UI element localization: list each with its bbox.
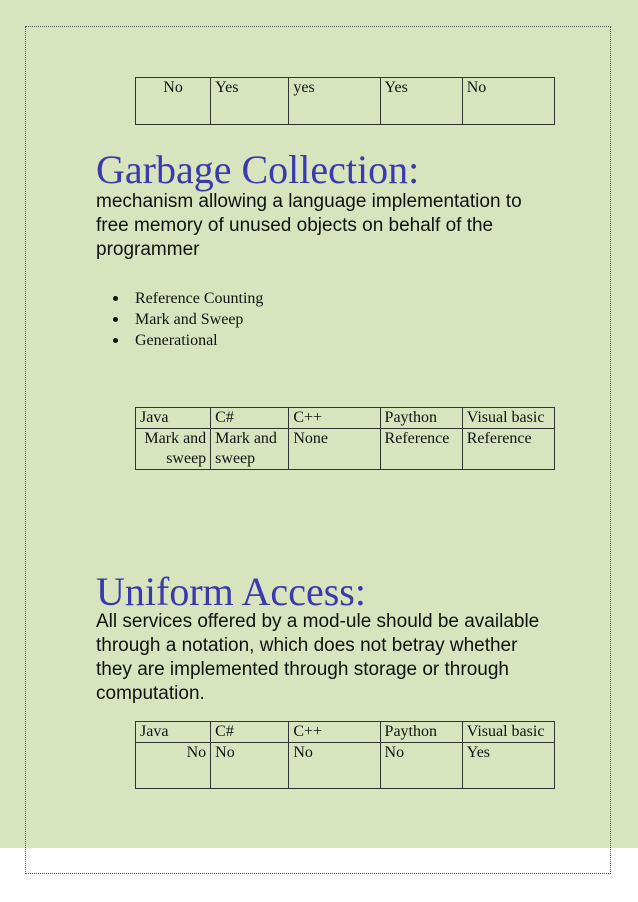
uniform-access-table xyxy=(135,721,555,789)
table-row xyxy=(136,743,555,789)
table-header-cell: Java xyxy=(136,722,211,743)
table-row xyxy=(136,78,555,125)
table-header-cell: C++ xyxy=(289,408,380,429)
table-cell: Reference xyxy=(380,429,462,470)
table-cell: Mark and sweep xyxy=(136,429,211,470)
garbage-collection-description: mechanism allowing a language implementation to free memory of unused objects on behalf of the programmer xyxy=(96,191,522,260)
table-cell: No xyxy=(211,743,289,789)
table-header-cell: Paython xyxy=(380,408,462,429)
table-row xyxy=(136,429,555,470)
table-header-cell: Visual basic xyxy=(462,408,554,429)
table-header-cell: C# xyxy=(211,722,289,743)
table-header-row xyxy=(136,408,555,429)
table-header-cell: C++ xyxy=(289,722,380,743)
table-header-cell: C# xyxy=(211,408,289,429)
table-cell: Mark and sweep xyxy=(211,429,289,470)
table-cell: Yes xyxy=(380,78,462,125)
table-cell: yes xyxy=(289,78,380,125)
garbage-collection-table xyxy=(135,407,555,470)
table-header-cell: Visual basic xyxy=(462,722,554,743)
table-cell: No xyxy=(380,743,462,789)
table-header-cell: Paython xyxy=(380,722,462,743)
table-header-cell: Java xyxy=(136,408,211,429)
list-item: Generational xyxy=(135,330,263,351)
table-cell: No xyxy=(136,78,211,125)
table-cell: No xyxy=(289,743,380,789)
list-item: Reference Counting xyxy=(135,290,264,307)
garbage-collection-bullet-list xyxy=(96,288,263,351)
table-header-row xyxy=(136,722,555,743)
table-cell: Yes xyxy=(462,743,554,789)
table-cell: No xyxy=(136,743,211,789)
top-comparison-table xyxy=(135,77,555,125)
table-cell: None xyxy=(289,429,380,470)
uniform-access-heading: Uniform Access: xyxy=(96,569,366,614)
table-cell: No xyxy=(462,78,554,125)
uniform-access-description: All services offered by a mod-ule should be available through a notation, which does not betray whether they are implemented through storage or through computation. xyxy=(96,611,540,704)
list-item: Mark and Sweep xyxy=(135,309,263,330)
table-cell: Yes xyxy=(211,78,289,125)
table-cell: Reference xyxy=(462,429,554,470)
garbage-collection-heading: Garbage Collection: xyxy=(96,147,420,192)
